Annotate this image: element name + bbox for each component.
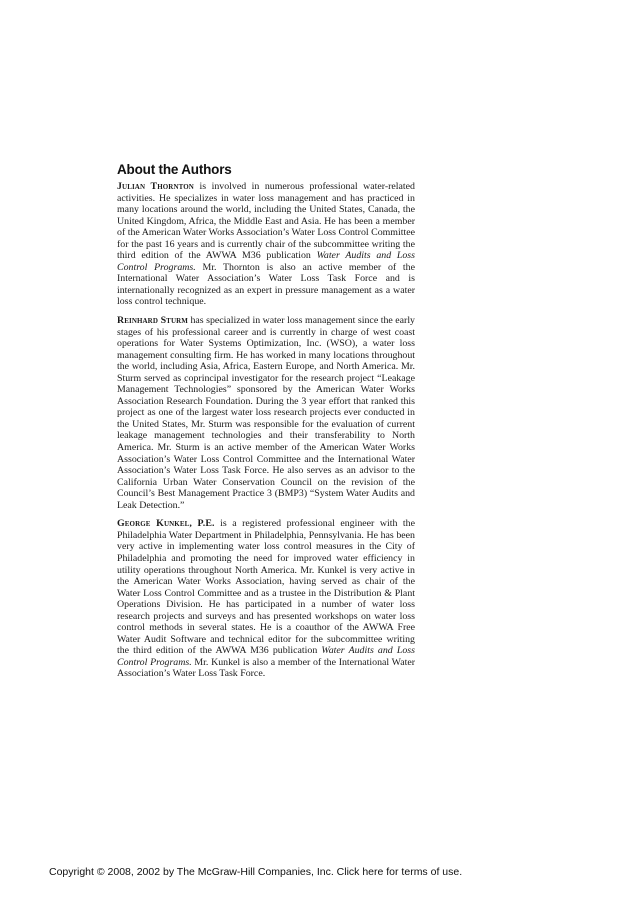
bio-text: is a registered professional engineer with the Philadelphia Water Department in Philadelphia, Pennsylvania. He has been very active in implementing water loss control measures in the City of Philadelphia and promoting the need for improved water efficiency in utility operations throughout North America. Mr. Kunkel is very active in the American Water Works Association, having served as chair of the Water Loss Control Committee and as a trustee in the Distribution & Plant Operations Division. He has participated in a number of water loss research projects and surveys and has presented workshops on water loss control methods in several states. He is a coauthor of the AWWA Free Water Audit Software and technical editor for the subcommittee writing the third edition of the AWWA M36 publication: [117, 518, 415, 657]
bio-text: Mr. Kunkel is also a member of the International Water Association’s Water Loss Task Force.: [117, 656, 415, 680]
author-bio: [117, 315, 415, 511]
copyright-footer[interactable]: Copyright © 2008, 2002 by The McGraw-Hill Companies, Inc. Click here for terms of use.: [49, 866, 463, 878]
author-bio: [117, 518, 415, 680]
bio-publication-title: Water Audits and Loss Control Programs.: [117, 250, 415, 273]
author-name: Julian Thornton: [117, 181, 194, 192]
bio-text: has specialized in water loss management since the early stages of his professional career and is currently in charge of west coast operations for Water Systems Optimization, Inc. (WSO), a water loss management consulting firm. He has worked in many locations throughout the world, including Asia, Africa, Eastern Europe, and North America. Mr. Sturm served as coprincipal investigator for the research project “Leakage Management Technologies” sponsored by the American Water Works Association Research Foundation. During the 3 year effort that ranked this project as one of the largest water loss research projects ever conducted in the United States, Mr. Sturm was responsible for the evaluation of current leakage management technologies and their transferability to North America. Mr. Sturm is an active member of the American Water Works Association’s Water Loss Control Committee and the International Water Association’s Water Loss Task Force. He also serves as an advisor to the California Urban Water Conservation Council on the revision of the Council’s Best Management Practice 3 (BMP3) “System Water Audits and Leak Detection.”: [117, 315, 415, 511]
section-title: About the Authors: [117, 162, 232, 177]
bio-text: is involved in numerous professional water-related activities. He specializes in water loss management and has practiced in many locations around the world, including the United States, Canada, the United Kingdom, Africa, the Middle East and Asia. He has been a member of the American Water Works Association’s Water Loss Control Committee for the past 16 years and is currently chair of the subcommittee writing the third edition of the AWWA M36 publication: [117, 181, 415, 262]
author-name: Reinhard Sturm: [117, 315, 188, 327]
bio-text: Mr. Thornton is also an active member of the International Water Association’s Water Loss Task Force and is internationally recognized as an expert in pressure management as a water loss control technique.: [117, 261, 415, 308]
bio-publication-title: Water Audits and Loss Control Programs.: [117, 645, 415, 668]
author-bio: [117, 181, 415, 308]
about-authors-section: [117, 162, 415, 687]
author-name: George Kunkel, P.E.: [117, 518, 215, 530]
